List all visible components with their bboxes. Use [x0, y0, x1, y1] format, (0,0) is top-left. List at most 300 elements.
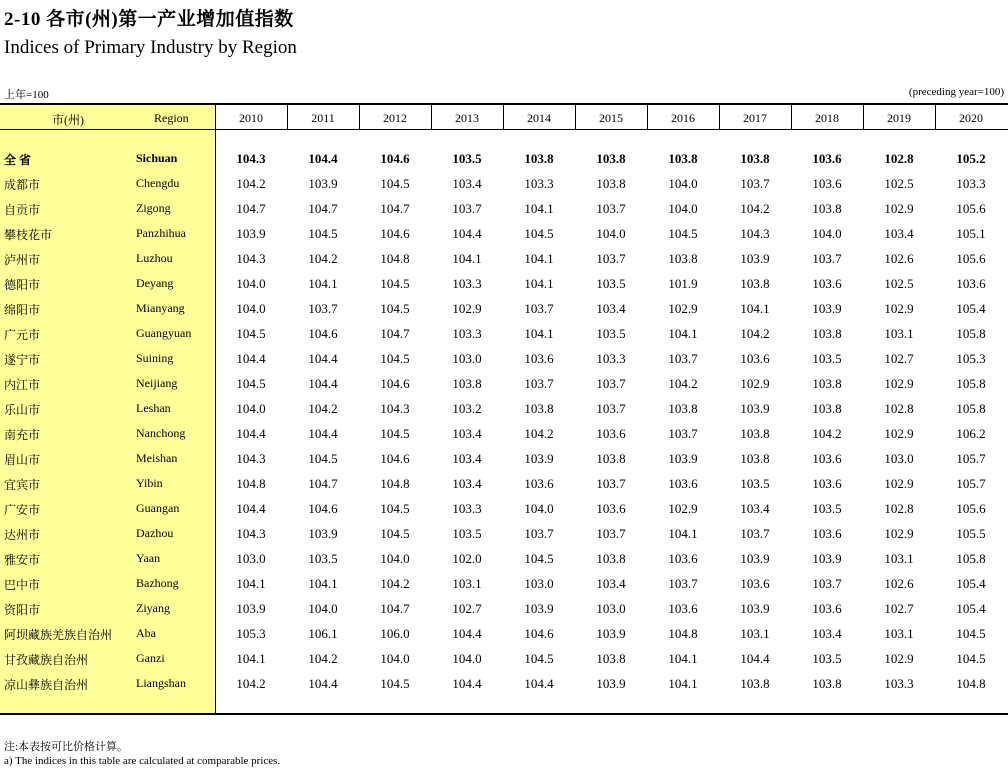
row-city-zh: 凉山彝族自治州	[4, 678, 89, 692]
row-value: 104.0	[236, 276, 266, 291]
row-value: 104.1	[668, 326, 698, 341]
header-region: Region	[154, 111, 189, 125]
row-value: 104.5	[524, 226, 554, 241]
row-value: 103.8	[596, 551, 626, 566]
header-year: 2015	[599, 111, 623, 125]
row-value: 103.9	[812, 551, 842, 566]
row-region-en: Luzhou	[136, 251, 173, 265]
row-value: 103.4	[596, 301, 626, 316]
row-city-zh: 全 省	[4, 153, 32, 167]
row-value: 104.2	[236, 176, 266, 191]
row-value: 104.7	[380, 326, 410, 341]
header-year: 2012	[383, 111, 407, 125]
row-value: 104.1	[308, 576, 338, 591]
row-value: 103.6	[524, 351, 554, 366]
row-value: 103.6	[812, 451, 842, 466]
row-value: 104.2	[812, 426, 842, 441]
row-value: 105.5	[956, 526, 986, 541]
row-value: 103.7	[668, 351, 698, 366]
row-value: 103.6	[812, 476, 842, 491]
row-value: 103.4	[452, 476, 482, 491]
row-city-zh: 广安市	[4, 503, 41, 517]
row-value: 104.5	[236, 326, 266, 341]
row-value: 103.5	[452, 526, 482, 541]
row-value: 103.2	[452, 401, 482, 416]
row-value: 104.1	[668, 676, 698, 691]
row-value: 104.5	[380, 526, 410, 541]
row-value: 103.6	[812, 276, 842, 291]
table-row	[0, 501, 1008, 526]
row-value: 103.0	[884, 451, 914, 466]
unit-note-right: (preceding year=100)	[908, 86, 1004, 98]
row-value: 103.8	[668, 401, 698, 416]
row-value: 104.0	[812, 226, 842, 241]
row-value: 103.1	[452, 576, 482, 591]
header-year: 2011	[311, 111, 335, 125]
row-value: 104.3	[236, 526, 266, 541]
row-value: 104.4	[236, 501, 266, 516]
row-value: 103.7	[668, 576, 698, 591]
row-city-zh: 南充市	[4, 428, 41, 442]
row-value: 103.8	[452, 376, 482, 391]
row-value: 104.4	[452, 226, 482, 241]
row-value: 104.1	[668, 526, 698, 541]
row-value: 104.4	[308, 426, 338, 441]
row-region-en: Deyang	[136, 276, 174, 290]
row-value: 104.3	[740, 226, 770, 241]
row-value: 103.5	[812, 651, 842, 666]
row-value: 104.2	[308, 251, 338, 266]
row-value: 103.9	[524, 451, 554, 466]
row-value: 102.0	[452, 551, 482, 566]
row-value: 104.1	[524, 326, 554, 341]
row-value: 103.8	[524, 151, 554, 166]
row-value: 104.6	[380, 451, 410, 466]
header-year: 2013	[455, 111, 479, 125]
row-value: 102.8	[884, 401, 914, 416]
row-value: 104.8	[236, 476, 266, 491]
row-region-en: Ziyang	[136, 601, 170, 615]
row-region-en: Guangyuan	[136, 326, 192, 340]
row-value: 103.8	[812, 401, 842, 416]
row-city-zh: 阿坝藏族羌族自治州	[4, 628, 113, 642]
note-en: a) The indices in this table are calculated at comparable prices.	[4, 755, 281, 767]
row-value: 104.1	[308, 276, 338, 291]
table-bottom-rule	[0, 713, 1008, 715]
row-value: 104.2	[524, 426, 554, 441]
row-value: 103.7	[524, 301, 554, 316]
row-value: 103.5	[812, 351, 842, 366]
row-value: 104.1	[236, 651, 266, 666]
row-value: 103.3	[884, 676, 914, 691]
row-value: 103.8	[596, 176, 626, 191]
row-value: 104.4	[236, 426, 266, 441]
row-value: 103.0	[236, 551, 266, 566]
row-value: 103.6	[524, 476, 554, 491]
row-value: 103.1	[884, 326, 914, 341]
row-city-zh: 乐山市	[4, 403, 41, 417]
row-value: 104.7	[380, 601, 410, 616]
row-value: 103.7	[524, 376, 554, 391]
row-value: 104.7	[308, 201, 338, 216]
row-region-en: Mianyang	[136, 301, 185, 315]
table-row	[0, 626, 1008, 651]
row-value: 104.7	[380, 201, 410, 216]
row-value: 104.4	[308, 676, 338, 691]
row-value: 104.5	[380, 426, 410, 441]
row-value: 103.8	[812, 376, 842, 391]
row-value: 105.7	[956, 451, 986, 466]
row-value: 104.2	[740, 201, 770, 216]
table-row	[0, 326, 1008, 351]
row-value: 103.8	[668, 251, 698, 266]
row-value: 102.9	[884, 476, 914, 491]
row-value: 101.9	[668, 276, 698, 291]
row-region-en: Yibin	[136, 476, 163, 490]
row-value: 102.9	[884, 651, 914, 666]
row-value: 104.5	[956, 651, 986, 666]
row-value: 103.8	[740, 426, 770, 441]
row-value: 104.2	[308, 401, 338, 416]
row-value: 103.8	[668, 151, 698, 166]
row-value: 102.6	[884, 576, 914, 591]
row-city-zh: 遂宁市	[4, 353, 41, 367]
row-value: 104.5	[380, 276, 410, 291]
row-value: 103.4	[740, 501, 770, 516]
row-value: 104.4	[236, 351, 266, 366]
row-value: 103.9	[308, 526, 338, 541]
row-value: 105.7	[956, 476, 986, 491]
row-value: 104.1	[524, 276, 554, 291]
table-row	[0, 426, 1008, 451]
row-value: 106.1	[308, 626, 338, 641]
row-value: 105.8	[956, 401, 986, 416]
row-value: 103.7	[452, 201, 482, 216]
row-value: 102.5	[884, 176, 914, 191]
row-value: 103.4	[452, 176, 482, 191]
row-value: 103.6	[668, 551, 698, 566]
row-value: 103.3	[452, 501, 482, 516]
row-value: 104.5	[524, 651, 554, 666]
row-value: 103.8	[596, 651, 626, 666]
row-region-en: Suining	[136, 351, 174, 365]
table-row	[0, 226, 1008, 251]
row-city-zh: 攀枝花市	[4, 228, 53, 242]
row-value: 103.1	[884, 626, 914, 641]
row-value: 103.1	[884, 551, 914, 566]
row-value: 105.4	[956, 576, 986, 591]
row-value: 104.6	[380, 376, 410, 391]
row-value: 103.6	[668, 476, 698, 491]
row-value: 103.5	[308, 551, 338, 566]
row-region-en: Zigong	[136, 201, 171, 215]
row-value: 103.8	[740, 676, 770, 691]
table-row	[0, 251, 1008, 276]
row-value: 103.9	[740, 551, 770, 566]
table-top-rule	[0, 103, 1008, 105]
unit-note-left: 上年=100	[4, 89, 49, 101]
row-region-en: Meishan	[136, 451, 178, 465]
table-row	[0, 401, 1008, 426]
row-region-en: Bazhong	[136, 576, 179, 590]
row-value: 103.6	[668, 601, 698, 616]
row-value: 104.6	[308, 326, 338, 341]
row-value: 104.4	[740, 651, 770, 666]
row-value: 104.0	[596, 226, 626, 241]
note-zh: 注:本表按可比价格计算。	[4, 741, 129, 753]
row-value: 104.8	[380, 476, 410, 491]
row-value: 104.6	[380, 151, 410, 166]
row-value: 104.5	[524, 551, 554, 566]
header-city-zh: 市(州)	[52, 113, 84, 127]
row-value: 102.8	[884, 501, 914, 516]
row-value: 102.7	[452, 601, 482, 616]
row-value: 104.1	[668, 651, 698, 666]
row-value: 103.4	[452, 451, 482, 466]
row-value: 104.0	[524, 501, 554, 516]
row-value: 103.7	[740, 176, 770, 191]
row-value: 103.7	[596, 476, 626, 491]
row-value: 104.0	[308, 601, 338, 616]
row-city-zh: 宜宾市	[4, 478, 41, 492]
row-value: 104.1	[524, 201, 554, 216]
row-region-en: Chengdu	[136, 176, 180, 190]
row-value: 103.9	[740, 601, 770, 616]
row-value: 103.8	[812, 201, 842, 216]
row-value: 103.8	[596, 451, 626, 466]
row-value: 104.5	[380, 301, 410, 316]
row-value: 103.3	[956, 176, 986, 191]
table-header-rule	[0, 129, 1008, 130]
row-value: 103.4	[884, 226, 914, 241]
table-row	[0, 676, 1008, 701]
row-value: 104.8	[668, 626, 698, 641]
row-value: 104.5	[236, 376, 266, 391]
row-value: 103.6	[812, 176, 842, 191]
header-year: 2010	[239, 111, 263, 125]
row-value: 104.0	[236, 401, 266, 416]
row-value: 104.2	[668, 376, 698, 391]
row-value: 103.8	[740, 451, 770, 466]
row-region-en: Aba	[136, 626, 156, 640]
row-value: 104.5	[668, 226, 698, 241]
row-value: 104.8	[956, 676, 986, 691]
row-value: 103.5	[740, 476, 770, 491]
row-region-en: Nanchong	[136, 426, 186, 440]
header-year: 2017	[743, 111, 767, 125]
row-value: 103.6	[956, 276, 986, 291]
row-value: 105.8	[956, 551, 986, 566]
table-row	[0, 451, 1008, 476]
row-value: 102.9	[668, 501, 698, 516]
row-value: 102.9	[884, 201, 914, 216]
row-value: 105.1	[956, 226, 986, 241]
table-row	[0, 151, 1008, 176]
row-value: 103.9	[236, 226, 266, 241]
row-region-en: Liangshan	[136, 676, 186, 690]
row-city-zh: 广元市	[4, 328, 41, 342]
row-value: 103.6	[596, 501, 626, 516]
row-value: 103.5	[596, 276, 626, 291]
row-value: 102.9	[884, 526, 914, 541]
row-value: 102.9	[884, 376, 914, 391]
row-value: 104.4	[452, 676, 482, 691]
row-value: 104.2	[380, 576, 410, 591]
row-value: 104.2	[308, 651, 338, 666]
row-value: 102.9	[884, 301, 914, 316]
row-value: 104.6	[308, 501, 338, 516]
row-value: 103.6	[812, 526, 842, 541]
table-row	[0, 376, 1008, 401]
row-value: 104.5	[956, 626, 986, 641]
row-value: 105.4	[956, 301, 986, 316]
row-value: 103.3	[596, 351, 626, 366]
row-value: 103.0	[524, 576, 554, 591]
row-value: 103.7	[596, 526, 626, 541]
row-value: 103.3	[452, 276, 482, 291]
row-value: 104.0	[668, 201, 698, 216]
row-value: 105.8	[956, 326, 986, 341]
row-value: 104.0	[380, 651, 410, 666]
row-value: 102.9	[668, 301, 698, 316]
row-value: 106.0	[380, 626, 410, 641]
row-value: 104.4	[308, 151, 338, 166]
row-value: 102.9	[884, 426, 914, 441]
row-city-zh: 德阳市	[4, 278, 41, 292]
row-value: 103.8	[812, 326, 842, 341]
row-value: 103.1	[740, 626, 770, 641]
row-value: 103.5	[812, 501, 842, 516]
row-value: 104.3	[380, 401, 410, 416]
row-value: 104.5	[308, 451, 338, 466]
header-year: 2019	[887, 111, 911, 125]
row-city-zh: 雅安市	[4, 553, 41, 567]
row-value: 103.9	[812, 301, 842, 316]
row-value: 103.9	[740, 401, 770, 416]
table-row	[0, 576, 1008, 601]
row-value: 105.4	[956, 601, 986, 616]
page-title-en: Indices of Primary Industry by Region	[4, 37, 297, 58]
row-region-en: Yaan	[136, 551, 161, 565]
row-value: 103.7	[524, 526, 554, 541]
page-title-zh: 2-10 各市(州)第一产业增加值指数	[4, 9, 294, 30]
row-value: 103.5	[596, 326, 626, 341]
row-value: 103.7	[740, 526, 770, 541]
table-row	[0, 301, 1008, 326]
row-value: 104.5	[380, 176, 410, 191]
row-value: 104.6	[380, 226, 410, 241]
table-row	[0, 551, 1008, 576]
row-value: 102.7	[884, 351, 914, 366]
row-value: 104.3	[236, 151, 266, 166]
row-value: 104.5	[308, 226, 338, 241]
row-value: 104.6	[524, 626, 554, 641]
row-value: 103.8	[740, 276, 770, 291]
row-value: 103.9	[308, 176, 338, 191]
header-year: 2018	[815, 111, 839, 125]
row-value: 104.1	[452, 251, 482, 266]
row-value: 103.3	[524, 176, 554, 191]
row-value: 103.9	[668, 451, 698, 466]
table-row	[0, 276, 1008, 301]
row-value: 103.7	[596, 376, 626, 391]
row-value: 103.8	[812, 676, 842, 691]
header-year: 2020	[959, 111, 983, 125]
row-value: 103.9	[236, 601, 266, 616]
row-value: 103.6	[812, 601, 842, 616]
table-row	[0, 476, 1008, 501]
row-value: 103.8	[596, 151, 626, 166]
row-region-en: Leshan	[136, 401, 171, 415]
row-value: 104.1	[236, 576, 266, 591]
row-value: 103.9	[596, 676, 626, 691]
row-value: 102.7	[884, 601, 914, 616]
row-city-zh: 达州市	[4, 528, 41, 542]
row-value: 103.9	[740, 251, 770, 266]
row-value: 104.0	[236, 301, 266, 316]
row-value: 103.9	[524, 601, 554, 616]
row-city-zh: 甘孜藏族自治州	[4, 653, 89, 667]
row-region-en: Sichuan	[136, 151, 178, 165]
row-value: 104.5	[380, 676, 410, 691]
row-value: 104.8	[380, 251, 410, 266]
row-value: 103.8	[740, 151, 770, 166]
row-value: 104.1	[740, 301, 770, 316]
table-row	[0, 201, 1008, 226]
row-value: 102.9	[452, 301, 482, 316]
row-value: 104.4	[308, 376, 338, 391]
row-city-zh: 内江市	[4, 378, 41, 392]
row-value: 105.6	[956, 201, 986, 216]
row-region-en: Ganzi	[136, 651, 165, 665]
row-value: 102.9	[740, 376, 770, 391]
row-value: 104.2	[236, 676, 266, 691]
row-value: 104.0	[668, 176, 698, 191]
row-value: 104.7	[236, 201, 266, 216]
row-value: 103.4	[596, 576, 626, 591]
row-city-zh: 自贡市	[4, 203, 41, 217]
row-value: 103.7	[812, 576, 842, 591]
row-region-en: Panzhihua	[136, 226, 186, 240]
row-value: 103.7	[596, 251, 626, 266]
header-year: 2016	[671, 111, 695, 125]
row-value: 103.5	[452, 151, 482, 166]
row-value: 105.3	[236, 626, 266, 641]
row-value: 104.4	[452, 626, 482, 641]
table-row	[0, 651, 1008, 676]
row-value: 103.7	[812, 251, 842, 266]
row-value: 105.6	[956, 251, 986, 266]
table-row	[0, 526, 1008, 551]
row-value: 103.0	[452, 351, 482, 366]
row-value: 105.2	[956, 151, 986, 166]
row-value: 104.5	[380, 351, 410, 366]
row-value: 102.6	[884, 251, 914, 266]
row-value: 104.4	[524, 676, 554, 691]
row-value: 103.9	[596, 626, 626, 641]
table-row	[0, 351, 1008, 376]
row-value: 103.7	[596, 401, 626, 416]
row-city-zh: 眉山市	[4, 453, 41, 467]
row-value: 103.7	[308, 301, 338, 316]
row-region-en: Neijiang	[136, 376, 178, 390]
row-city-zh: 成都市	[4, 178, 41, 192]
table-row	[0, 601, 1008, 626]
row-value: 104.1	[524, 251, 554, 266]
row-value: 103.6	[740, 351, 770, 366]
row-value: 104.3	[236, 251, 266, 266]
row-region-en: Dazhou	[136, 526, 174, 540]
